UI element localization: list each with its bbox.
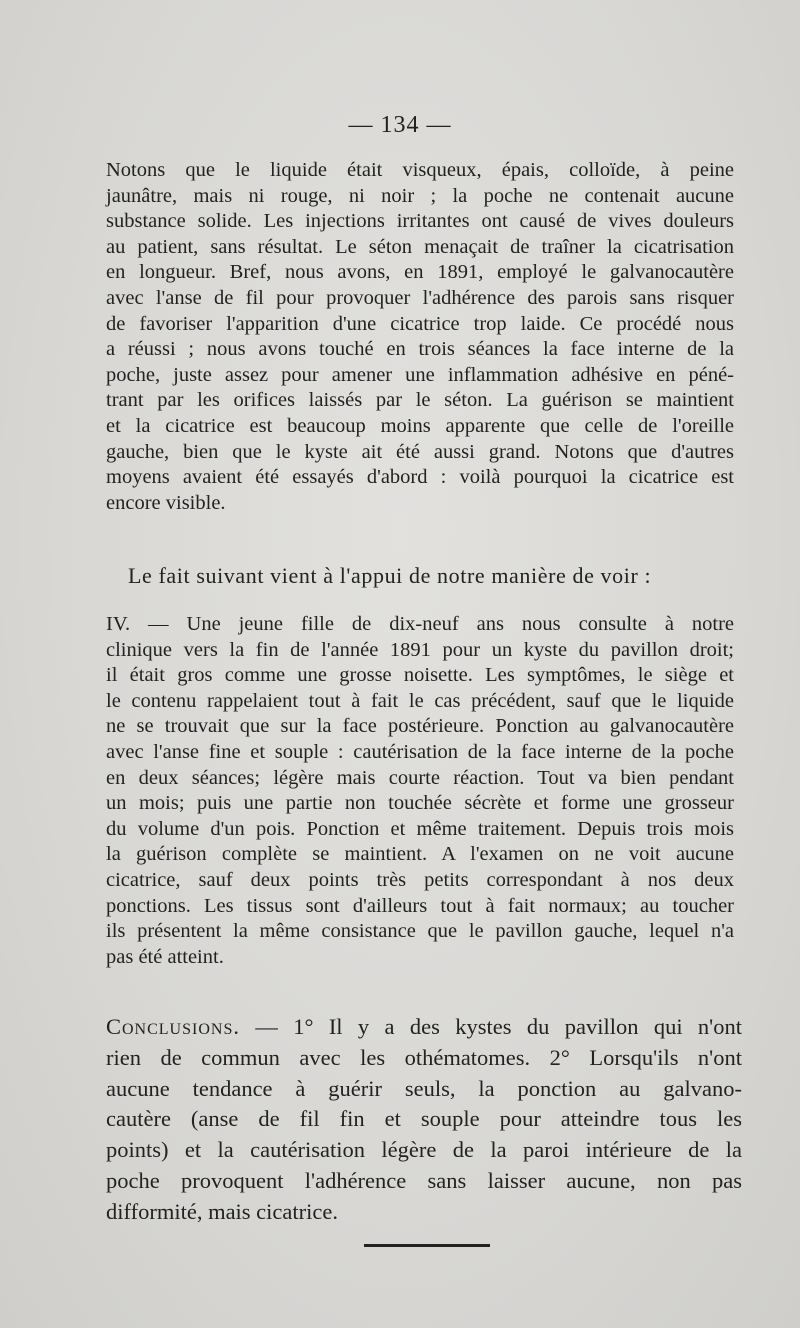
text-line: avec l'anse de fil pour provoquer l'adhérence des parois sans risquer	[106, 286, 734, 309]
text-line: cautère (anse de fil fin et souple pour atteindre tous les	[106, 1106, 742, 1132]
text-line: en deux séances; légère mais courte réaction. Tout va bien pendant	[106, 766, 734, 789]
text-fragment: — 1° Il y a des kystes du pavillon qui n'ont	[239, 1014, 742, 1039]
text-line: Notons que le liquide était visqueux, épais, colloïde, à peine	[106, 159, 734, 181]
text-line: aucune tendance à guérir seuls, la ponction au galvano-	[106, 1075, 742, 1101]
text-line: jaunâtre, mais ni rouge, ni noir ; la poche ne contenait aucune	[106, 184, 734, 207]
text-line: un mois; puis une partie non touchée sécrète et forme une grosseur	[106, 792, 734, 815]
text-line: au patient, sans résultat. Le séton menaçait de traîner la cicatrisation	[106, 235, 734, 258]
text-line: gauche, bien que le kyste ait été aussi grand. Notons que d'autres	[106, 440, 734, 463]
text-line: ponctions. Les tissus sont d'ailleurs tout à fait normaux; au toucher	[106, 894, 734, 917]
text-line: a réussi ; nous avons touché en trois séances la face interne de la	[106, 338, 734, 361]
text-line: poche, juste assez pour amener une inflammation adhésive en péné-	[106, 363, 734, 386]
text-line: pas été atteint.	[106, 945, 224, 968]
text-line: la guérison complète se maintient. A l'examen on ne voit aucune	[106, 843, 734, 866]
text-line: poche provoquent l'adhérence sans laisser aucune, non pas	[106, 1167, 742, 1193]
text-line: ils présentent la même consistance que le pavillon gauche, lequel n'a	[106, 920, 734, 943]
text-line: de favoriser l'apparition d'une cicatrice trop laide. Ce procédé nous	[106, 312, 734, 335]
conclusions-first-line	[106, 1012, 742, 1043]
paragraph-case-iii-continuation	[106, 158, 734, 516]
text-line: clinique vers la fin de l'année 1891 pour un kyste du pavillon droit;	[106, 638, 734, 661]
text-line: il était gros comme une grosse noisette. Les symptômes, le siège et	[106, 664, 734, 687]
text-line: ne se trouvait que sur la face postérieure. Ponction au galvanocautère	[106, 715, 734, 738]
text-line: moyens avaient été essayés d'abord : voilà pourquoi la cicatrice est	[106, 466, 734, 489]
conclusions-label: Conclusions.	[106, 1014, 240, 1039]
text-line: IV. — Une jeune fille de dix-neuf ans nous consulte à notre	[106, 613, 734, 635]
text-line: trant par les orifices laissés par le séton. La guérison se maintient	[106, 389, 734, 412]
page-number: — 134 —	[348, 112, 452, 138]
text-line: substance solide. Les injections irritantes ont causé de vives douleurs	[106, 210, 734, 233]
text-line: cicatrice, sauf deux points très petits correspondant à nos deux	[106, 868, 734, 891]
text-line: et la cicatrice est beaucoup moins apparente que celle de l'oreille	[106, 414, 734, 437]
text-line: points) et la cautérisation légère de la paroi intérieure de la	[106, 1137, 742, 1163]
end-rule	[364, 1244, 490, 1247]
text-line: difformité, mais cicatrice.	[106, 1198, 338, 1224]
text-line: avec l'anse fine et souple : cautérisation de la face interne de la poche	[106, 740, 734, 763]
text-line: encore visible.	[106, 491, 226, 514]
text-line: rien de commun avec les othématomes. 2° Lorsqu'ils n'ont	[106, 1044, 742, 1070]
section-heading: Le fait suivant vient à l'appui de notre manière de voir :	[128, 563, 652, 588]
conclusions-paragraph	[106, 1012, 742, 1228]
text-line: en longueur. Bref, nous avons, en 1891, employé le galvanocautère	[106, 261, 734, 284]
paragraph-case-iv	[106, 612, 734, 970]
text-line: du volume d'un pois. Ponction et même traitement. Depuis trois mois	[106, 817, 734, 840]
text-line: le contenu rappelaient tout à fait le cas précédent, sauf que le liquide	[106, 689, 734, 712]
